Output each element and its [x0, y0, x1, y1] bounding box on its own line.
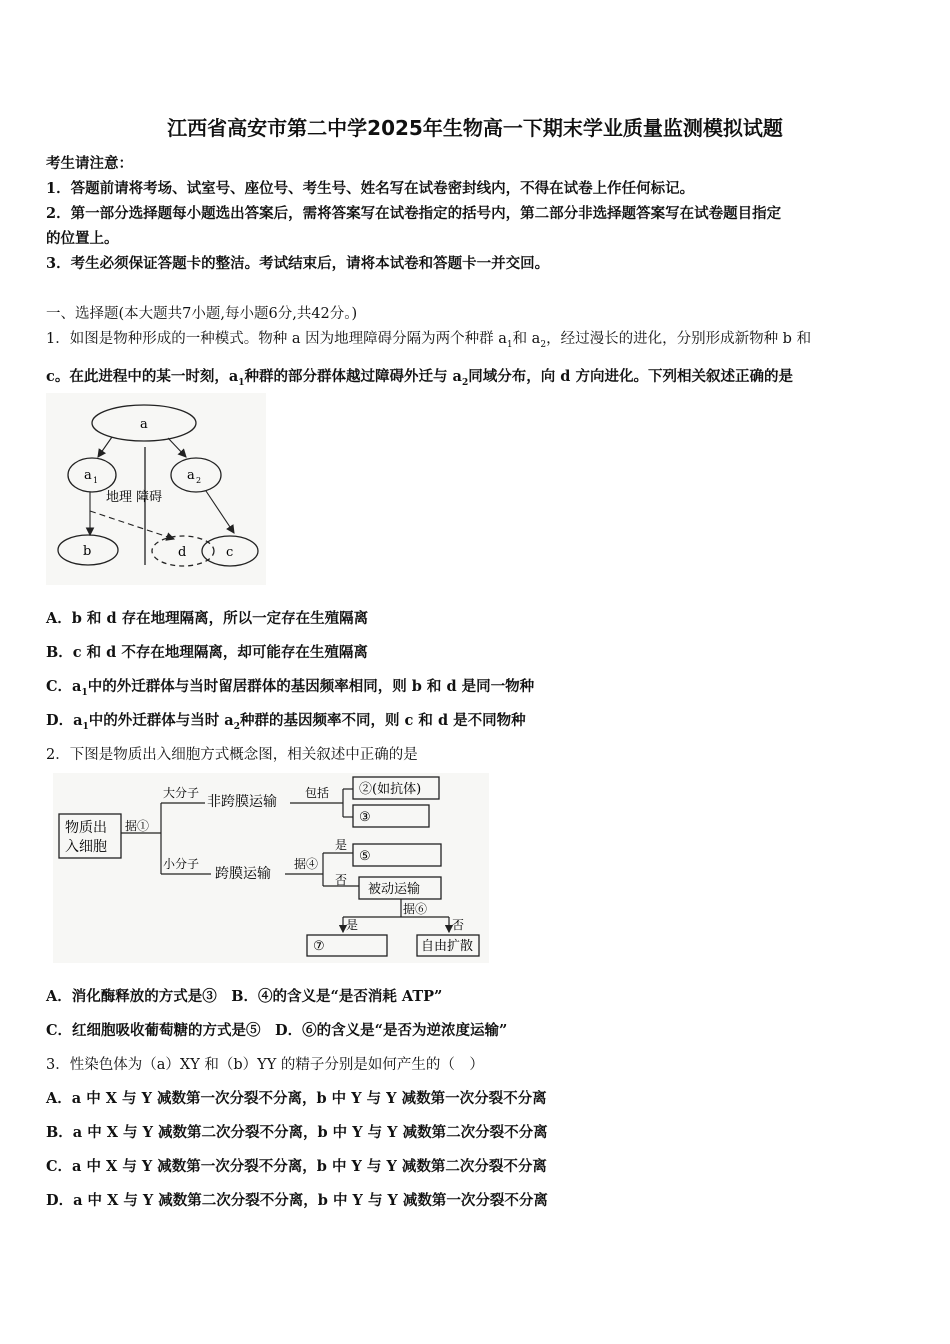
- q1-text: 同域分布，向 d 方向进化。下列相关叙述正确的是: [468, 368, 793, 385]
- transport-concept-map: [53, 773, 489, 963]
- non-membrane-label: 非跨膜运输: [207, 794, 277, 810]
- q1-option-d-text: 中的外迁群体与当时 a: [88, 712, 234, 729]
- q3-option-c: C．a 中 X 与 Y 减数第一次分裂不分离，b 中 Y 与 Y 减数第二次分裂不分离: [46, 1158, 547, 1175]
- q1-sub: 2: [540, 339, 547, 350]
- speciation-diagram: [46, 393, 266, 585]
- node-b-label: b: [83, 544, 92, 559]
- membrane-label: 跨膜运输: [215, 866, 271, 882]
- q1-stem-line1: [46, 327, 811, 350]
- q1-text: 1．如图是物种形成的一种模式。物种 a 因为地理障碍分隔为两个种群 a: [46, 331, 507, 347]
- q1-option-c: [46, 675, 534, 698]
- q1-sub: 1: [82, 721, 89, 732]
- q3-option-a: A．a 中 X 与 Y 减数第一次分裂不分离，b 中 Y 与 Y 减数第一次分裂不分离: [46, 1090, 547, 1107]
- yes2-label: 是: [346, 918, 359, 932]
- node-a2-sub: 2: [196, 476, 202, 485]
- node-a1: [68, 458, 116, 492]
- q1-text: 种群的部分群体越过障碍外迁与 a: [244, 368, 462, 385]
- node-d-label: d: [178, 545, 187, 560]
- box-2-label: ②(如抗体): [359, 782, 422, 797]
- by6-label: 据⑥: [403, 902, 428, 916]
- q1-stem-line2: [46, 365, 793, 388]
- no1-label: 否: [335, 873, 348, 887]
- node-a2-label: a: [187, 468, 195, 483]
- page-title: 江西省高安市第二中学2025年生物高一下期末学业质量监测模拟试题: [167, 116, 783, 140]
- q1-sub: 1: [238, 377, 245, 388]
- include-label: 包括: [305, 786, 330, 800]
- root-line2: 入细胞: [65, 839, 107, 855]
- section-heading: 一、选择题(本大题共7小题,每小题6分,共42分。): [46, 306, 358, 322]
- box-3-label: ③: [359, 810, 371, 825]
- q1-option-c-text: 中的外迁群体与当时留居群体的基因频率相同，则 b 和 d 是同一物种: [87, 678, 535, 695]
- node-a1-sub: 1: [93, 476, 99, 485]
- q1-text: c。在此进程中的某一时刻，a: [46, 368, 239, 385]
- q1-sub: 1: [81, 687, 88, 698]
- q1-option-d-text: 种群的基因频率不同，则 c 和 d 是不同物种: [239, 712, 526, 729]
- arrow-a-a2: [168, 438, 186, 457]
- arrow-a1-d-dashed: [90, 511, 174, 539]
- q1-option-b: B．c 和 d 不存在地理隔离，却可能存在生殖隔离: [46, 644, 368, 661]
- node-c-label: c: [226, 545, 234, 560]
- node-a-label: a: [140, 417, 148, 432]
- q3-stem: 3．性染色体为（a）XY 和（b）YY 的精子分别是如何产生的（ ）: [46, 1057, 484, 1073]
- by4-label: 据④: [294, 857, 319, 871]
- notice-item-1: 1．答题前请将考场、试室号、座位号、考生号、姓名写在试卷密封线内，不得在试卷上作任何标记。: [46, 180, 695, 197]
- q1-option-d: [46, 709, 526, 732]
- notice-heading: 考生请注意：: [46, 155, 133, 172]
- box-diffusion-label: 自由扩散: [421, 939, 474, 954]
- micro-label: 小分子: [163, 857, 200, 871]
- q2-stem: 2．下图是物质出入细胞方式概念图，相关叙述中正确的是: [46, 747, 418, 763]
- yes1-label: 是: [335, 838, 348, 852]
- q2-options-ab: A．消化酶释放的方式是③ B．④的含义是“是否消耗 ATP”: [46, 988, 443, 1005]
- q1-text: ，经过漫长的进化，分别形成新物种 b 和: [546, 331, 812, 347]
- root-line1: 物质出: [65, 820, 107, 836]
- box-7-label: ⑦: [313, 939, 325, 954]
- notice-item-3: 3．考生必须保证答题卡的整洁。考试结束后，请将本试卷和答题卡一并交回。: [46, 255, 550, 272]
- q3-option-d: D．a 中 X 与 Y 减数第二次分裂不分离，b 中 Y 与 Y 减数第一次分裂不分离: [46, 1192, 548, 1209]
- no2-label: 否: [452, 918, 465, 932]
- node-a1-label: a: [84, 468, 92, 483]
- box-passive-label: 被动运输: [368, 882, 421, 897]
- q1-sub: 1: [506, 339, 513, 350]
- notice-item-2b: 的位置上。: [46, 230, 119, 247]
- box-5-label: ⑤: [359, 849, 371, 864]
- barrier-label: 地理 障碍: [106, 490, 163, 505]
- q1-option-d-text: D．a: [46, 712, 83, 729]
- node-a2: [171, 458, 221, 492]
- q2-options-cd: C．红细胞吸收葡萄糖的方式是⑤ D．⑥的含义是“是否为逆浓度运输”: [46, 1022, 508, 1039]
- q1-sub: 2: [461, 377, 469, 388]
- q1-text: 和 a: [512, 331, 541, 347]
- q3-option-b: B．a 中 X 与 Y 减数第二次分裂不分离，b 中 Y 与 Y 减数第二次分裂不分离: [46, 1124, 548, 1141]
- q1-option-a: A．b 和 d 存在地理隔离，所以一定存在生殖隔离: [46, 610, 369, 627]
- arrow-a2-c: [206, 491, 234, 533]
- notice-item-2a: 2．第一部分选择题每小题选出答案后，需将答案写在试卷指定的括号内，第二部分非选择题答案写在试卷题目指定: [46, 205, 782, 222]
- macro-label: 大分子: [163, 786, 200, 800]
- q1-sub: 2: [233, 721, 240, 732]
- q1-option-c-text: C．a: [46, 678, 82, 695]
- arrow-a-a1: [98, 437, 112, 457]
- by1-label: 据①: [125, 819, 150, 833]
